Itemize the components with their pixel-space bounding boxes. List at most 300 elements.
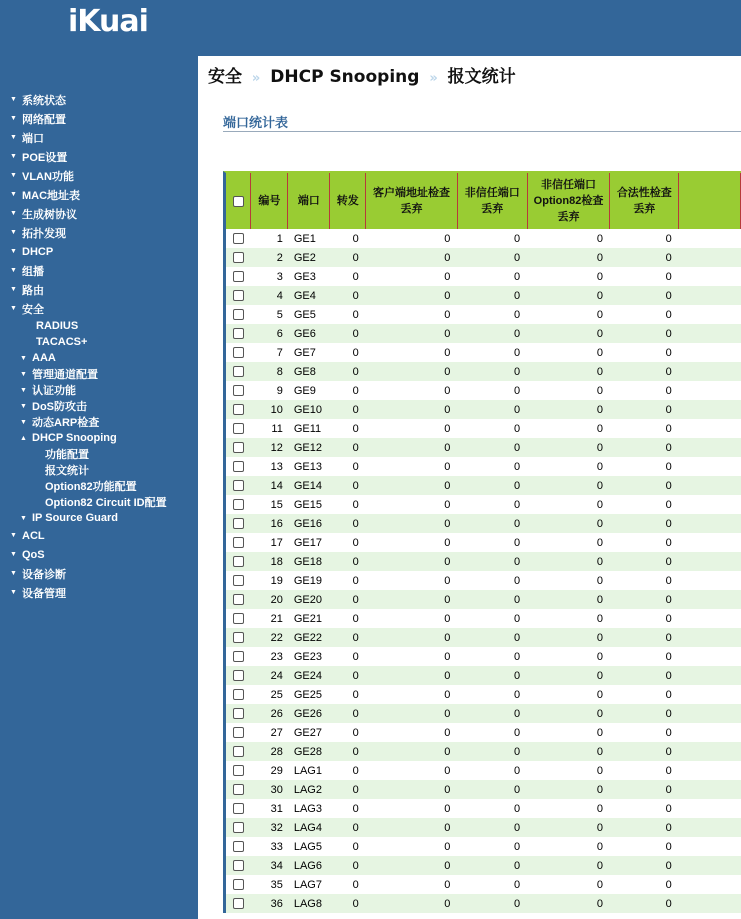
cell-legal-drop: 0 — [610, 666, 679, 685]
row-checkbox-cell — [226, 267, 251, 286]
cell-legal-drop: 0 — [610, 457, 679, 476]
section-title: 端口统计表 — [223, 115, 289, 130]
sidebar-item[interactable] — [0, 583, 198, 602]
cell-legal-drop: 0 — [610, 229, 679, 248]
cell-forward: 0 — [330, 552, 366, 571]
cell-forward: 0 — [330, 590, 366, 609]
cell-forward: 0 — [330, 514, 366, 533]
table-row[interactable] — [226, 267, 741, 286]
cell-legal-drop: 0 — [610, 647, 679, 666]
chevron-down-icon: ▼ — [20, 514, 27, 522]
cell-port: GE25 — [288, 685, 330, 704]
sidebar-item-label: 端口 — [22, 132, 44, 145]
cell-opt82-drop: 0 — [527, 362, 610, 381]
sidebar-item[interactable] — [0, 366, 198, 382]
sidebar-item[interactable] — [0, 318, 198, 334]
cell-filler — [679, 666, 741, 685]
cell-port: GE17 — [288, 533, 330, 552]
row-checkbox[interactable] — [233, 860, 244, 871]
chevron-down-icon: ▼ — [10, 229, 17, 236]
col-forward-header[interactable]: 转发 — [330, 173, 366, 229]
cell-client-drop: 0 — [366, 229, 458, 248]
cell-port: GE23 — [288, 647, 330, 666]
table-row[interactable] — [226, 514, 741, 533]
cell-client-drop: 0 — [366, 875, 458, 894]
sidebar-item-label: ACL — [22, 529, 45, 542]
row-checkbox-cell — [226, 286, 251, 305]
cell-port: GE20 — [288, 590, 330, 609]
cell-id: 25 — [251, 685, 288, 704]
table-row[interactable] — [226, 438, 741, 457]
cell-legal-drop: 0 — [610, 856, 679, 875]
sidebar-item[interactable] — [0, 398, 198, 414]
chevron-down-icon: ▼ — [20, 418, 27, 426]
table-row[interactable] — [226, 799, 741, 818]
cell-opt82-drop: 0 — [527, 324, 610, 343]
cell-legal-drop: 0 — [610, 723, 679, 742]
header-line: 丢弃 — [633, 203, 656, 215]
cell-untrusted-drop: 0 — [457, 761, 527, 780]
sidebar-item[interactable] — [0, 299, 198, 318]
row-checkbox[interactable] — [233, 898, 244, 909]
cell-port: GE19 — [288, 571, 330, 590]
cell-id: 4 — [251, 286, 288, 305]
cell-client-drop: 0 — [366, 495, 458, 514]
cell-untrusted-drop: 0 — [457, 704, 527, 723]
cell-port: GE9 — [288, 381, 330, 400]
cell-filler — [679, 837, 741, 856]
cell-port: GE24 — [288, 666, 330, 685]
cell-forward: 0 — [330, 780, 366, 799]
row-checkbox[interactable] — [233, 822, 244, 833]
sidebar-item[interactable] — [0, 204, 198, 223]
sidebar-item[interactable] — [0, 526, 198, 545]
row-checkbox[interactable] — [233, 803, 244, 814]
cell-untrusted-drop: 0 — [457, 267, 527, 286]
col-port-header[interactable]: 端口 — [288, 173, 330, 229]
table-row[interactable] — [226, 229, 741, 248]
row-checkbox[interactable] — [233, 252, 244, 263]
cell-client-drop: 0 — [366, 286, 458, 305]
cell-untrusted-drop: 0 — [457, 286, 527, 305]
cell-port: GE6 — [288, 324, 330, 343]
cell-filler — [679, 229, 741, 248]
cell-port: GE10 — [288, 400, 330, 419]
cell-filler — [679, 533, 741, 552]
cell-client-drop: 0 — [366, 609, 458, 628]
row-checkbox[interactable] — [233, 575, 244, 586]
cell-id: 1 — [251, 229, 288, 248]
cell-client-drop: 0 — [366, 590, 458, 609]
table-row[interactable] — [226, 837, 741, 856]
row-checkbox-cell — [226, 457, 251, 476]
table-row[interactable] — [226, 647, 741, 666]
cell-filler — [679, 457, 741, 476]
cell-opt82-drop: 0 — [527, 875, 610, 894]
table-row[interactable] — [226, 571, 741, 590]
table-row[interactable] — [226, 666, 741, 685]
table-row[interactable] — [226, 628, 741, 647]
table-row[interactable] — [226, 495, 741, 514]
sidebar-item-label: 安全 — [22, 303, 44, 316]
table-row[interactable] — [226, 704, 741, 723]
header-line: Option82检查 — [533, 195, 604, 207]
table-body — [226, 229, 741, 913]
cell-filler — [679, 628, 741, 647]
cell-port: GE15 — [288, 495, 330, 514]
cell-forward: 0 — [330, 837, 366, 856]
cell-opt82-drop: 0 — [527, 419, 610, 438]
cell-filler — [679, 552, 741, 571]
cell-opt82-drop: 0 — [527, 742, 610, 761]
cell-filler — [679, 590, 741, 609]
chevron-down-icon: ▼ — [20, 386, 27, 394]
cell-untrusted-drop: 0 — [457, 647, 527, 666]
cell-forward: 0 — [330, 362, 366, 381]
cell-untrusted-drop: 0 — [457, 476, 527, 495]
row-checkbox[interactable] — [233, 309, 244, 320]
cell-forward: 0 — [330, 647, 366, 666]
cell-port: LAG5 — [288, 837, 330, 856]
cell-client-drop: 0 — [366, 780, 458, 799]
row-checkbox[interactable] — [233, 841, 244, 852]
row-checkbox-cell — [226, 229, 251, 248]
row-checkbox-cell — [226, 875, 251, 894]
chevron-down-icon: ▼ — [20, 402, 27, 410]
cell-filler — [679, 381, 741, 400]
cell-opt82-drop: 0 — [527, 476, 610, 495]
breadcrumb — [208, 62, 516, 87]
cell-filler — [679, 780, 741, 799]
cell-legal-drop: 0 — [610, 438, 679, 457]
sidebar-item[interactable] — [0, 166, 198, 185]
row-checkbox[interactable] — [233, 366, 244, 377]
cell-forward: 0 — [330, 875, 366, 894]
sidebar-item[interactable] — [0, 510, 198, 526]
table-row[interactable] — [226, 381, 741, 400]
col-legality-drop-header[interactable] — [610, 173, 679, 229]
row-checkbox[interactable] — [233, 879, 244, 890]
header-line: 合法性检查 — [616, 187, 672, 199]
cell-client-drop: 0 — [366, 476, 458, 495]
cell-legal-drop: 0 — [610, 837, 679, 856]
cell-untrusted-drop: 0 — [457, 362, 527, 381]
sidebar-item[interactable] — [0, 128, 198, 147]
table-row[interactable] — [226, 324, 741, 343]
cell-filler — [679, 400, 741, 419]
table-row[interactable] — [226, 305, 741, 324]
breadcrumb-separator-icon: » — [251, 71, 261, 86]
row-checkbox-cell — [226, 761, 251, 780]
cell-filler — [679, 286, 741, 305]
table-row[interactable] — [226, 723, 741, 742]
breadcrumb-security[interactable]: 安全 — [208, 67, 242, 87]
col-id-header[interactable]: 编号 — [251, 173, 288, 229]
row-checkbox[interactable] — [233, 271, 244, 282]
cell-filler — [679, 723, 741, 742]
sidebar-item[interactable] — [0, 414, 198, 430]
row-checkbox-cell — [226, 723, 251, 742]
sidebar-item[interactable] — [0, 462, 198, 478]
row-checkbox[interactable] — [233, 594, 244, 605]
cell-forward: 0 — [330, 381, 366, 400]
sidebar-item-label: QoS — [22, 548, 45, 561]
row-checkbox-cell — [226, 362, 251, 381]
select-all-checkbox[interactable] — [233, 196, 244, 207]
cell-untrusted-drop: 0 — [457, 894, 527, 913]
sidebar-item[interactable] — [0, 430, 198, 446]
row-checkbox[interactable] — [233, 632, 244, 643]
table-row[interactable] — [226, 248, 741, 267]
chevron-down-icon: ▼ — [10, 210, 17, 217]
cell-forward: 0 — [330, 248, 366, 267]
chevron-down-icon: ▼ — [10, 134, 17, 141]
sidebar-item[interactable] — [0, 382, 198, 398]
row-checkbox[interactable] — [233, 480, 244, 491]
cell-id: 27 — [251, 723, 288, 742]
row-checkbox-cell — [226, 324, 251, 343]
row-checkbox-cell — [226, 628, 251, 647]
cell-filler — [679, 476, 741, 495]
sidebar-item[interactable] — [0, 494, 198, 510]
cell-untrusted-drop: 0 — [457, 495, 527, 514]
cell-id: 28 — [251, 742, 288, 761]
sidebar-item[interactable] — [0, 350, 198, 366]
row-checkbox[interactable] — [233, 290, 244, 301]
cell-legal-drop: 0 — [610, 533, 679, 552]
cell-filler — [679, 267, 741, 286]
col-untrusted-drop-header[interactable] — [457, 173, 527, 229]
row-checkbox[interactable] — [233, 347, 244, 358]
cell-opt82-drop: 0 — [527, 666, 610, 685]
row-checkbox[interactable] — [233, 233, 244, 244]
chevron-down-icon: ▼ — [20, 354, 27, 362]
row-checkbox[interactable] — [233, 404, 244, 415]
cell-port: LAG3 — [288, 799, 330, 818]
row-checkbox-cell — [226, 609, 251, 628]
cell-opt82-drop: 0 — [527, 381, 610, 400]
col-untrusted-opt82-drop-header[interactable] — [527, 173, 610, 229]
row-checkbox[interactable] — [233, 708, 244, 719]
row-checkbox[interactable] — [233, 765, 244, 776]
cell-client-drop: 0 — [366, 856, 458, 875]
row-checkbox[interactable] — [233, 689, 244, 700]
table-row[interactable] — [226, 343, 741, 362]
cell-untrusted-drop: 0 — [457, 400, 527, 419]
row-checkbox-cell — [226, 799, 251, 818]
row-checkbox-cell — [226, 400, 251, 419]
cell-legal-drop: 0 — [610, 248, 679, 267]
table-row[interactable] — [226, 362, 741, 381]
cell-id: 11 — [251, 419, 288, 438]
cell-opt82-drop: 0 — [527, 552, 610, 571]
cell-opt82-drop: 0 — [527, 628, 610, 647]
sidebar-item[interactable] — [0, 545, 198, 564]
sidebar-item[interactable] — [0, 334, 198, 350]
sidebar-item[interactable] — [0, 478, 198, 494]
cell-forward: 0 — [330, 894, 366, 913]
cell-id: 18 — [251, 552, 288, 571]
table-row[interactable] — [226, 856, 741, 875]
cell-legal-drop: 0 — [610, 400, 679, 419]
cell-opt82-drop: 0 — [527, 723, 610, 742]
table-row[interactable] — [226, 761, 741, 780]
sidebar-item-label: 生成树协议 — [22, 208, 77, 221]
table-row[interactable] — [226, 875, 741, 894]
breadcrumb-dhcp-snooping[interactable]: DHCP Snooping — [270, 67, 420, 87]
chevron-down-icon: ▼ — [10, 570, 17, 577]
cell-legal-drop: 0 — [610, 875, 679, 894]
row-checkbox[interactable] — [233, 670, 244, 681]
row-checkbox[interactable] — [233, 537, 244, 548]
row-checkbox[interactable] — [233, 746, 244, 757]
cell-port: LAG1 — [288, 761, 330, 780]
cell-client-drop: 0 — [366, 628, 458, 647]
sidebar-item-label: 网络配置 — [22, 113, 66, 126]
cell-untrusted-drop: 0 — [457, 742, 527, 761]
cell-untrusted-drop: 0 — [457, 343, 527, 362]
row-checkbox[interactable] — [233, 727, 244, 738]
cell-filler — [679, 248, 741, 267]
col-client-mac-drop-header[interactable] — [366, 173, 458, 229]
cell-filler — [679, 609, 741, 628]
table-row[interactable] — [226, 457, 741, 476]
cell-id: 8 — [251, 362, 288, 381]
cell-legal-drop: 0 — [610, 609, 679, 628]
sidebar-item[interactable] — [0, 242, 198, 261]
row-checkbox[interactable] — [233, 385, 244, 396]
table-row[interactable] — [226, 685, 741, 704]
cell-forward: 0 — [330, 419, 366, 438]
row-checkbox-cell — [226, 248, 251, 267]
row-checkbox[interactable] — [233, 499, 244, 510]
cell-legal-drop: 0 — [610, 894, 679, 913]
chevron-down-icon: ▼ — [10, 153, 17, 160]
table-row[interactable] — [226, 818, 741, 837]
cell-legal-drop: 0 — [610, 590, 679, 609]
sidebar-item-label: MAC地址表 — [22, 189, 81, 202]
header-line: 非信任端口 — [541, 179, 597, 191]
cell-opt82-drop: 0 — [527, 495, 610, 514]
sidebar-item-label: TACACS+ — [36, 336, 88, 348]
cell-opt82-drop: 0 — [527, 343, 610, 362]
table-row[interactable] — [226, 286, 741, 305]
sidebar-item[interactable] — [0, 223, 198, 242]
cell-client-drop: 0 — [366, 324, 458, 343]
cell-untrusted-drop: 0 — [457, 324, 527, 343]
cell-port: GE16 — [288, 514, 330, 533]
table-row[interactable] — [226, 400, 741, 419]
cell-untrusted-drop: 0 — [457, 780, 527, 799]
cell-id: 32 — [251, 818, 288, 837]
cell-port: GE4 — [288, 286, 330, 305]
cell-port: LAG6 — [288, 856, 330, 875]
table-row[interactable] — [226, 894, 741, 913]
cell-id: 19 — [251, 571, 288, 590]
sidebar-item[interactable] — [0, 564, 198, 583]
row-checkbox-cell — [226, 495, 251, 514]
cell-opt82-drop: 0 — [527, 286, 610, 305]
table-row[interactable] — [226, 780, 741, 799]
row-checkbox[interactable] — [233, 556, 244, 567]
sidebar-item[interactable] — [0, 185, 198, 204]
select-all-cell — [226, 173, 251, 229]
cell-id: 26 — [251, 704, 288, 723]
cell-filler — [679, 495, 741, 514]
cell-opt82-drop: 0 — [527, 457, 610, 476]
cell-client-drop: 0 — [366, 248, 458, 267]
sidebar-item[interactable] — [0, 261, 198, 280]
cell-opt82-drop: 0 — [527, 438, 610, 457]
cell-untrusted-drop: 0 — [457, 837, 527, 856]
cell-forward: 0 — [330, 723, 366, 742]
sidebar-item[interactable] — [0, 280, 198, 299]
table-row[interactable] — [226, 419, 741, 438]
cell-client-drop: 0 — [366, 457, 458, 476]
row-checkbox-cell — [226, 438, 251, 457]
cell-forward: 0 — [330, 476, 366, 495]
row-checkbox[interactable] — [233, 423, 244, 434]
cell-port: GE5 — [288, 305, 330, 324]
cell-client-drop: 0 — [366, 894, 458, 913]
cell-client-drop: 0 — [366, 514, 458, 533]
row-checkbox[interactable] — [233, 328, 244, 339]
table-row[interactable] — [226, 533, 741, 552]
sidebar-item[interactable] — [0, 446, 198, 462]
cell-legal-drop: 0 — [610, 381, 679, 400]
sidebar-item-label: DHCP Snooping — [32, 432, 117, 444]
cell-untrusted-drop: 0 — [457, 514, 527, 533]
cell-forward: 0 — [330, 343, 366, 362]
cell-untrusted-drop: 0 — [457, 438, 527, 457]
table-header-row — [226, 173, 741, 229]
cell-untrusted-drop: 0 — [457, 818, 527, 837]
cell-forward: 0 — [330, 628, 366, 647]
row-checkbox[interactable] — [233, 613, 244, 624]
header-line: 丢弃 — [400, 203, 423, 215]
table-row[interactable] — [226, 609, 741, 628]
row-checkbox[interactable] — [233, 651, 244, 662]
sidebar-item-label: DoS防攻击 — [32, 401, 87, 413]
row-checkbox[interactable] — [233, 461, 244, 472]
cell-legal-drop: 0 — [610, 685, 679, 704]
cell-opt82-drop: 0 — [527, 818, 610, 837]
row-checkbox[interactable] — [233, 518, 244, 529]
table-row[interactable] — [226, 476, 741, 495]
cell-id: 2 — [251, 248, 288, 267]
row-checkbox[interactable] — [233, 784, 244, 795]
cell-filler — [679, 761, 741, 780]
sidebar-item[interactable] — [0, 109, 198, 128]
cell-port: GE7 — [288, 343, 330, 362]
table-row[interactable] — [226, 742, 741, 761]
cell-opt82-drop: 0 — [527, 685, 610, 704]
cell-untrusted-drop: 0 — [457, 229, 527, 248]
cell-client-drop: 0 — [366, 818, 458, 837]
table-row[interactable] — [226, 590, 741, 609]
cell-forward: 0 — [330, 742, 366, 761]
row-checkbox[interactable] — [233, 442, 244, 453]
cell-id: 31 — [251, 799, 288, 818]
sidebar-item[interactable] — [0, 90, 198, 109]
table-row[interactable] — [226, 552, 741, 571]
cell-client-drop: 0 — [366, 704, 458, 723]
sidebar-item[interactable] — [0, 147, 198, 166]
cell-legal-drop: 0 — [610, 704, 679, 723]
cell-legal-drop: 0 — [610, 628, 679, 647]
cell-id: 5 — [251, 305, 288, 324]
cell-untrusted-drop: 0 — [457, 533, 527, 552]
